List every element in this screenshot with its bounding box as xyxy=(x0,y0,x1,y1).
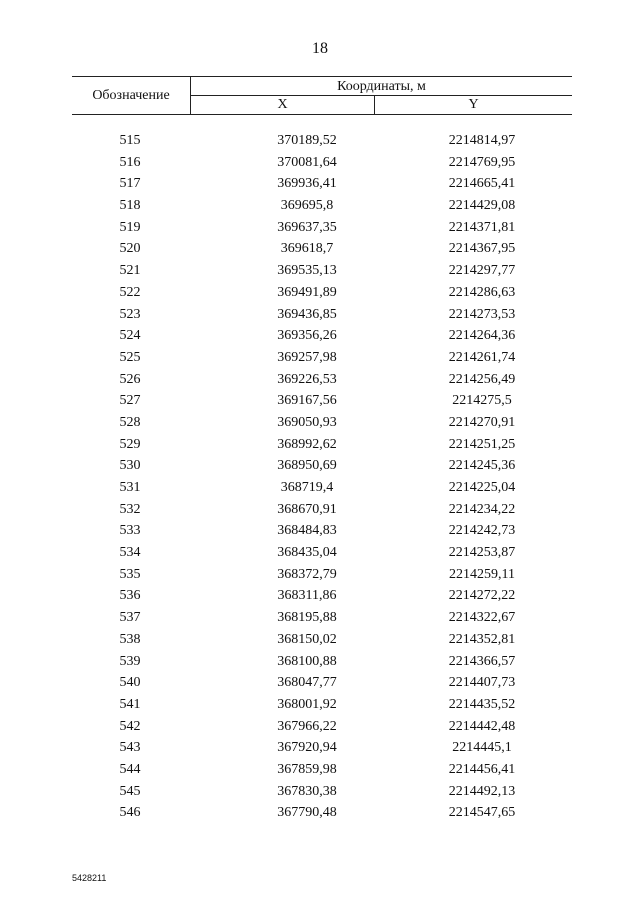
table-body xyxy=(72,130,572,824)
point-id: 537 xyxy=(119,610,141,626)
table-row xyxy=(72,737,572,759)
point-id: 521 xyxy=(119,263,141,279)
point-id: 518 xyxy=(119,198,141,214)
table-row xyxy=(72,607,572,629)
coord-x: 369226,53 xyxy=(277,371,337,387)
table-row xyxy=(72,802,572,824)
point-id: 532 xyxy=(119,501,141,517)
coord-y: 2214352,81 xyxy=(448,631,516,647)
table-row xyxy=(72,694,572,716)
coord-y: 2214665,41 xyxy=(448,176,516,192)
coord-y: 2214371,81 xyxy=(448,219,516,235)
point-id: 517 xyxy=(119,176,141,192)
coord-y: 2214259,11 xyxy=(449,566,515,582)
table-row xyxy=(72,304,572,326)
table-row xyxy=(72,564,572,586)
footer-code: 5428211 xyxy=(72,873,107,883)
coord-y: 2214270,91 xyxy=(448,414,516,430)
coord-y: 2214297,77 xyxy=(448,263,516,279)
table-row xyxy=(72,542,572,564)
point-id: 520 xyxy=(119,241,141,257)
table-row xyxy=(72,716,572,738)
point-id: 544 xyxy=(119,761,141,777)
coord-y: 2214245,36 xyxy=(448,458,516,474)
table-row xyxy=(72,781,572,803)
table-row xyxy=(72,499,572,521)
coord-x: 368670,91 xyxy=(277,501,337,517)
coord-y: 2214272,22 xyxy=(448,588,516,604)
table-row xyxy=(72,672,572,694)
coord-y: 2214234,22 xyxy=(448,501,516,517)
coord-y: 2214264,36 xyxy=(448,328,516,344)
coord-x: 369491,89 xyxy=(277,284,337,300)
point-id: 546 xyxy=(119,805,141,821)
coord-x: 368719,4 xyxy=(280,480,334,495)
point-id: 527 xyxy=(119,393,141,409)
table-row xyxy=(72,434,572,456)
coord-y: 2214251,25 xyxy=(448,436,516,452)
point-id: 528 xyxy=(119,414,141,430)
table-row xyxy=(72,412,572,434)
coord-x: 368150,02 xyxy=(277,631,337,647)
point-id: 534 xyxy=(119,545,141,561)
table-row xyxy=(72,173,572,195)
point-id: 541 xyxy=(119,696,141,712)
header-y: Y xyxy=(468,97,479,112)
table-row xyxy=(72,520,572,542)
point-id: 525 xyxy=(119,349,141,365)
point-id: 526 xyxy=(119,371,141,387)
coord-x: 368992,62 xyxy=(277,436,337,452)
coord-x: 369167,56 xyxy=(277,393,337,409)
point-id: 536 xyxy=(119,588,141,604)
table-row xyxy=(72,217,572,239)
point-id: 515 xyxy=(119,133,141,148)
table-row xyxy=(72,325,572,347)
coord-y: 2214407,73 xyxy=(448,675,516,691)
coord-y: 2214261,74 xyxy=(448,349,516,365)
page-number: 18 xyxy=(312,40,328,57)
coord-y: 2214442,48 xyxy=(448,718,516,734)
table-row xyxy=(72,130,572,152)
coord-y: 2214322,67 xyxy=(448,610,516,626)
point-id: 529 xyxy=(119,436,141,452)
coord-x: 370189,52 xyxy=(277,133,337,148)
coord-x: 369637,35 xyxy=(277,219,337,235)
coord-x: 367920,94 xyxy=(277,740,337,756)
table-row xyxy=(72,152,572,174)
coord-x: 369436,85 xyxy=(277,306,337,322)
coord-x: 369535,13 xyxy=(277,263,337,279)
table-row xyxy=(72,585,572,607)
table-row xyxy=(72,390,572,412)
table-row xyxy=(72,629,572,651)
table-row xyxy=(72,347,572,369)
table-row xyxy=(72,477,572,499)
header-x: X xyxy=(277,97,288,112)
coord-x: 368372,79 xyxy=(277,566,337,582)
coord-y: 2214367,95 xyxy=(448,241,516,257)
table-row xyxy=(72,238,572,260)
coord-y: 2214273,53 xyxy=(448,306,516,322)
coord-y: 2214253,87 xyxy=(448,545,516,561)
coord-x: 370081,64 xyxy=(277,154,337,170)
coord-x: 367830,38 xyxy=(277,783,337,799)
coord-y: 2214445,1 xyxy=(452,740,512,756)
coord-x: 368484,83 xyxy=(277,523,337,539)
point-id: 516 xyxy=(119,154,141,170)
coord-y: 2214814,97 xyxy=(448,133,516,148)
coord-x: 368195,88 xyxy=(277,610,337,626)
coord-x: 369356,26 xyxy=(277,328,337,344)
coord-x: 368100,88 xyxy=(277,653,337,669)
table-row xyxy=(72,282,572,304)
coord-y: 2214225,04 xyxy=(448,480,516,495)
coord-x: 367859,98 xyxy=(277,761,337,777)
coord-x: 368001,92 xyxy=(277,696,337,712)
point-id: 535 xyxy=(119,566,141,582)
coord-x: 368047,77 xyxy=(277,675,337,691)
coord-y: 2214242,73 xyxy=(448,523,516,539)
point-id: 530 xyxy=(119,458,141,474)
table-row xyxy=(72,455,572,477)
coord-y: 2214256,49 xyxy=(448,371,516,387)
coord-x: 367966,22 xyxy=(277,718,337,734)
point-id: 542 xyxy=(119,718,141,734)
header-coordinates: Координаты, м xyxy=(337,79,426,94)
coord-y: 2214547,65 xyxy=(448,805,516,821)
point-id: 538 xyxy=(119,631,141,647)
point-id: 524 xyxy=(119,328,141,344)
table-row xyxy=(72,260,572,282)
coord-x: 369050,93 xyxy=(277,414,337,430)
table-header xyxy=(72,76,572,115)
coord-x: 368311,86 xyxy=(277,588,337,604)
header-designation: Обозначение xyxy=(92,88,170,103)
table-row xyxy=(72,195,572,217)
point-id: 545 xyxy=(119,783,141,799)
point-id: 540 xyxy=(119,675,141,691)
coord-x: 368950,69 xyxy=(277,458,337,474)
point-id: 533 xyxy=(119,523,141,539)
point-id: 543 xyxy=(119,740,141,756)
coord-y: 2214456,41 xyxy=(448,761,516,777)
coord-y: 2214429,08 xyxy=(448,198,516,214)
coord-y: 2214435,52 xyxy=(448,696,516,712)
coord-y: 2214275,5 xyxy=(452,393,512,409)
table-row xyxy=(72,369,572,391)
coord-y: 2214769,95 xyxy=(448,154,516,170)
coord-x: 369936,41 xyxy=(277,176,337,192)
table-row xyxy=(72,651,572,673)
point-id: 522 xyxy=(119,284,141,300)
table-row xyxy=(72,759,572,781)
coord-x: 369618,7 xyxy=(280,241,334,257)
coord-y: 2214492,13 xyxy=(448,783,516,799)
point-id: 539 xyxy=(119,653,141,669)
coord-y: 2214286,63 xyxy=(448,284,516,300)
coord-x: 369695,8 xyxy=(280,198,334,214)
coord-x: 368435,04 xyxy=(277,545,337,561)
point-id: 519 xyxy=(119,219,141,235)
point-id: 523 xyxy=(119,306,141,322)
coord-x: 369257,98 xyxy=(277,349,337,365)
coord-x: 367790,48 xyxy=(277,805,337,821)
coord-y: 2214366,57 xyxy=(448,653,516,669)
point-id: 531 xyxy=(119,480,141,495)
